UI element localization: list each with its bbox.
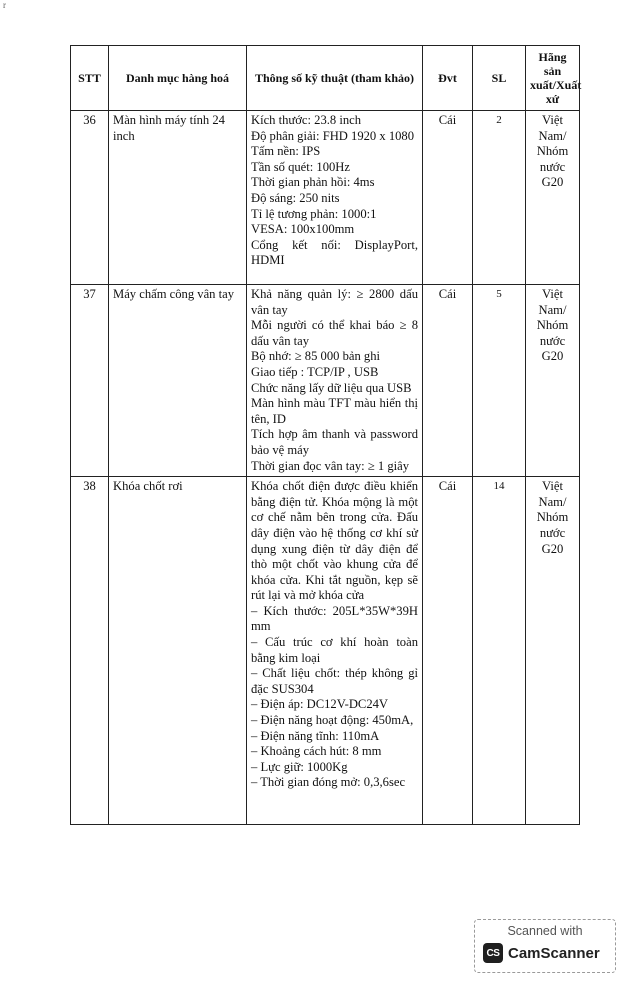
header-item: Danh mục hàng hoá — [109, 46, 247, 111]
spec-line: – Điện áp: DC12V-DC24V — [251, 697, 389, 712]
spec-line: – Thời gian đóng mở: 0,3,6sec — [251, 775, 406, 790]
spec-line: Thời gian đọc vân tay: ≥ 1 giây — [251, 458, 410, 473]
spec-line: – Khoảng cách hút: 8 mm — [251, 744, 382, 759]
spec-line: Khả năng quản lý: ≥ 2800 dấu vân tay — [251, 287, 418, 317]
row-spec — [247, 477, 423, 825]
spec-line: – Kích thước: 205L*35W*39H mm — [251, 603, 418, 634]
spec-line: – Điện năng hoạt động: 450mA, — [251, 713, 414, 728]
row-spec — [247, 285, 423, 477]
header-spec: Thông số kỹ thuật (tham khảo) — [247, 46, 423, 111]
watermark-brand-row — [483, 943, 600, 963]
spec-line: – Điện năng tĩnh: 110mA — [251, 728, 380, 743]
header-unit: Đvt — [423, 46, 473, 111]
row-item: Máy chấm công vân tay — [109, 285, 247, 477]
row-origin: Việt Nam/ Nhóm nước G20 — [526, 477, 580, 825]
spec-line: Độ sáng: 250 nits — [251, 190, 340, 205]
spec-line: Chức năng lấy dữ liệu qua USB — [251, 380, 412, 395]
row-item: Khóa chốt rơi — [109, 477, 247, 825]
row-qty: 14 — [473, 477, 526, 825]
spec-line: – Lực giữ: 1000Kg — [251, 759, 348, 774]
row-qty: 5 — [473, 285, 526, 477]
spec-line: – Chất liệu chốt: thép không gỉ đặc SUS304 — [251, 666, 418, 696]
spec-line: Màn hình màu TFT màu hiển thị tên, ID — [251, 396, 418, 426]
spec-line: VESA: 100x100mm — [251, 222, 355, 237]
product-spec-table — [70, 45, 580, 825]
row-origin: Việt Nam/ Nhóm nước G20 — [526, 285, 580, 477]
spec-line: Cổng kết nối: DisplayPort, HDMI — [251, 237, 418, 268]
camscanner-watermark — [474, 919, 616, 973]
header-origin: Hãng sản xuất/Xuất xứ — [526, 46, 580, 111]
row-qty: 2 — [473, 111, 526, 285]
header-qty: SL — [473, 46, 526, 111]
spec-line: Tỉ lệ tương phản: 1000:1 — [251, 206, 377, 221]
table-row — [71, 111, 580, 285]
corner-mark: r — [3, 0, 6, 10]
row-unit: Cái — [423, 285, 473, 477]
spec-line: Tích hợp âm thanh và password bảo vệ máy — [251, 427, 418, 457]
spec-line: Thời gian phản hồi: 4ms — [251, 175, 375, 190]
row-item: Màn hình máy tính 24 inch — [109, 111, 247, 285]
row-origin: Việt Nam/ Nhóm nước G20 — [526, 111, 580, 285]
spec-line: Bộ nhớ: ≥ 85 000 bản ghi — [251, 349, 381, 364]
row-unit: Cái — [423, 477, 473, 825]
row-spec — [247, 111, 423, 285]
row-unit: Cái — [423, 111, 473, 285]
spec-line: Mỗi người có thể khai báo ≥ 8 dấu vân tay — [251, 318, 418, 348]
table-row — [71, 285, 580, 477]
spec-line: Tần số quét: 100Hz — [251, 159, 350, 174]
camscanner-logo-icon: CS — [483, 943, 503, 963]
watermark-brand: CamScanner — [508, 944, 600, 962]
row-stt: 38 — [71, 477, 109, 825]
table-row — [71, 477, 580, 825]
spec-line: Độ phân giải: FHD 1920 x 1080 — [251, 128, 415, 143]
spec-line: Kích thước: 23.8 inch — [251, 113, 362, 127]
row-stt: 37 — [71, 285, 109, 477]
table-header-row — [71, 46, 580, 111]
header-stt: STT — [71, 46, 109, 111]
row-stt: 36 — [71, 111, 109, 285]
spec-line: Tấm nền: IPS — [251, 144, 321, 159]
spec-line: Giao tiếp : TCP/IP , USB — [251, 364, 379, 379]
spec-line: – Cấu trúc cơ khí hoàn toàn bằng kim loại — [251, 635, 418, 665]
spec-line: Khóa chốt điện được điều khiển bằng điện tử. Khóa mộng là một cơ chế nằm bên trong cửa. Đấu dây điện vào hệ thống cơ khí sử dụng xung điện từ dây điện để thò một chốt vào khung cửa để khóa cửa. Khi tắt nguồn, kẹp sẽ rút lại và mở khóa cửa — [251, 479, 418, 603]
watermark-caption: Scanned with — [507, 924, 583, 938]
